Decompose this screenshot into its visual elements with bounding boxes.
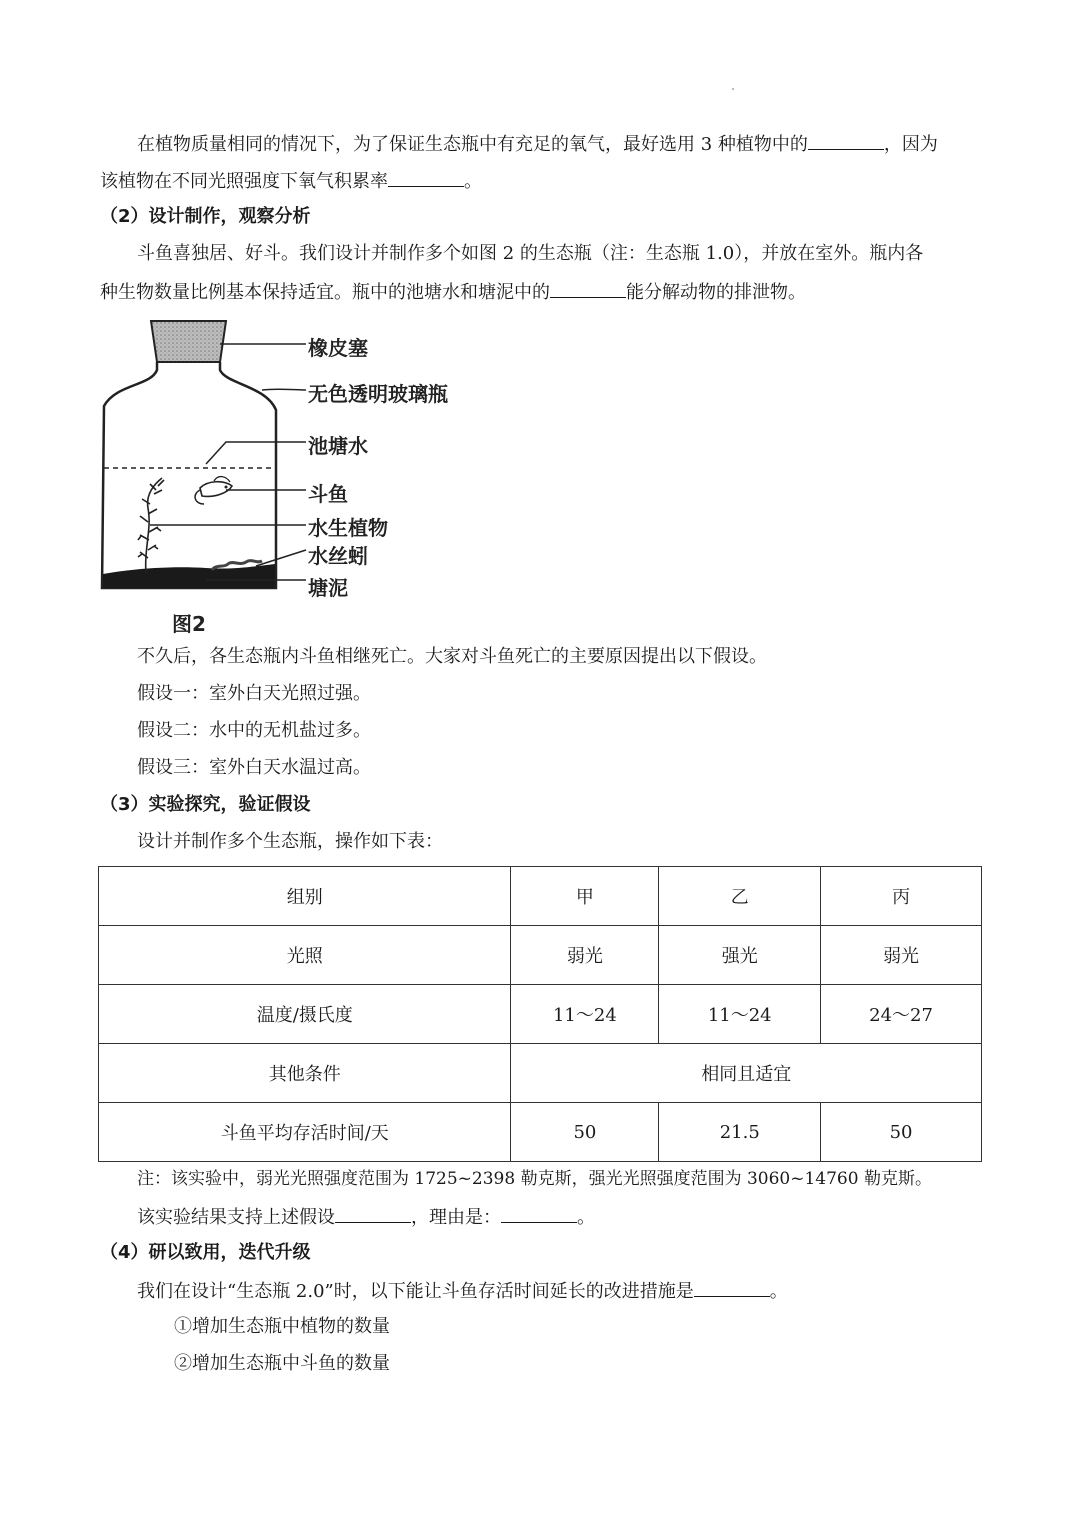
experiment-table — [98, 866, 982, 1162]
answer-blank[interactable] — [335, 1204, 411, 1223]
option-2: ②增加生态瓶中斗鱼的数量 — [174, 1353, 390, 1374]
table-cell: 斗鱼平均存活时间/天 — [99, 1103, 511, 1162]
table-cell: 强光 — [659, 926, 821, 985]
table-cell: 50 — [821, 1103, 982, 1162]
glass-bottle — [102, 362, 276, 588]
answer-blank[interactable] — [808, 131, 884, 150]
option-1: ①增加生态瓶中植物的数量 — [174, 1316, 390, 1337]
text: 。 — [577, 1207, 595, 1228]
table-cell: 乙 — [659, 867, 821, 926]
table-cell: 24～27 — [821, 985, 982, 1044]
label-rubber-stopper: 橡皮塞 — [308, 336, 368, 360]
rubber-stopper — [151, 321, 226, 362]
table-header-row — [99, 867, 982, 926]
text: 种生物数量比例基本保持适宜。瓶中的池塘水和塘泥中的 — [100, 282, 550, 303]
table-cell: 组别 — [99, 867, 511, 926]
label-glass-bottle: 无色透明玻璃瓶 — [308, 382, 448, 406]
label-betta-fish: 斗鱼 — [308, 482, 348, 506]
table-row — [99, 1044, 982, 1103]
hypothesis-3: 假设三：室外白天水温过高。 — [137, 757, 371, 778]
answer-blank[interactable] — [550, 279, 626, 298]
answer-blank[interactable] — [388, 168, 464, 187]
hypothesis-1: 假设一：室外白天光照过强。 — [137, 683, 371, 704]
table-merged-cell: 相同且适宜 — [511, 1044, 982, 1103]
label-aquatic-plant: 水生植物 — [308, 516, 388, 540]
text: ，因为 — [883, 134, 938, 155]
table-cell: 11～24 — [659, 985, 821, 1044]
figure-2-eco-bottle — [96, 318, 476, 638]
text: 我们在设计“生态瓶 2.0”时，以下能让斗鱼存活时间延长的改进措施是 — [137, 1281, 694, 1302]
section-heading-4: （4）研以致用，迭代升级 — [100, 1242, 311, 1263]
label-pond-water: 池塘水 — [308, 434, 368, 458]
text: 。 — [464, 171, 482, 192]
table-cell: 光照 — [99, 926, 511, 985]
paragraph-6 — [137, 1278, 788, 1304]
table-cell: 21.5 — [659, 1103, 821, 1162]
text: 能分解动物的排泄物。 — [626, 282, 806, 303]
label-leader-lines — [150, 344, 306, 580]
table-row — [99, 926, 982, 985]
text: 该实验结果支持上述假设 — [137, 1207, 335, 1228]
paragraph-3: 不久后，各生态瓶内斗鱼相继死亡。大家对斗鱼死亡的主要原因提出以下假设。 — [137, 646, 767, 667]
table-row — [99, 1103, 982, 1162]
table-note: 注：该实验中，弱光光照强度范围为 1725~2398 勒克斯，强光光照强度范围为 3060~14760 勒克斯。 — [137, 1169, 932, 1189]
section-heading-3: （3）实验探究，验证假设 — [100, 794, 311, 815]
text: 在植物质量相同的情况下，为了保证生态瓶中有充足的氧气，最好选用 3 种植物中的 — [137, 134, 808, 155]
pond-mud — [103, 564, 275, 588]
answer-blank[interactable] — [694, 1278, 770, 1297]
table-cell: 丙 — [821, 867, 982, 926]
table-cell: 弱光 — [511, 926, 659, 985]
hypothesis-2: 假设二：水中的无机盐过多。 — [137, 720, 371, 741]
paragraph-1-line-2 — [100, 168, 482, 194]
figure-caption: 图2 — [172, 612, 206, 636]
paragraph-1-line-1 — [137, 131, 938, 157]
answer-blank[interactable] — [501, 1204, 577, 1223]
text: ，理由是： — [411, 1207, 501, 1228]
table-row — [99, 985, 982, 1044]
section-heading-2: （2）设计制作，观察分析 — [100, 206, 311, 227]
table-cell: 弱光 — [821, 926, 982, 985]
label-tubifex: 水丝蚓 — [308, 544, 368, 568]
table-cell: 11～24 — [511, 985, 659, 1044]
table-cell: 其他条件 — [99, 1044, 511, 1103]
scan-speck — [732, 88, 734, 90]
text: 。 — [769, 1281, 788, 1302]
bottle-diagram — [96, 318, 476, 638]
paragraph-2-line-2 — [100, 279, 806, 305]
aquatic-plant — [138, 478, 164, 574]
paragraph-2-line-1: 斗鱼喜独居、好斗。我们设计并制作多个如图 2 的生态瓶（注：生态瓶 1.0），并放在室外。瓶内各 — [137, 243, 924, 264]
table-cell: 温度/摄氏度 — [99, 985, 511, 1044]
table-cell: 50 — [511, 1103, 659, 1162]
text: 该植物在不同光照强度下氧气积累率 — [100, 171, 388, 192]
label-pond-mud: 塘泥 — [308, 576, 348, 600]
paragraph-5 — [137, 1204, 595, 1230]
table-cell: 甲 — [511, 867, 659, 926]
paragraph-4: 设计并制作多个生态瓶，操作如下表： — [137, 831, 443, 852]
